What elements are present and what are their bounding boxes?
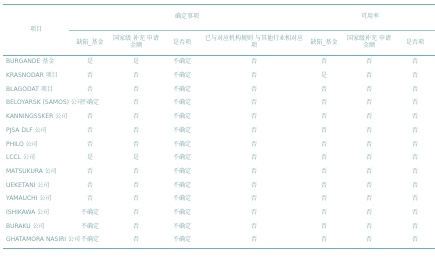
row-label: BURGANDE 基金: [6, 58, 55, 66]
column-header: 国家级补充 申请金额: [343, 31, 395, 56]
table-cell: 否: [366, 113, 373, 121]
table-row: [3, 220, 435, 234]
column-header: 已与对应机构规则 与其他行业相对应项: [203, 31, 305, 56]
table-cell: 否: [366, 154, 373, 162]
table-cell: 否: [251, 154, 258, 162]
column-header: 是否项: [395, 31, 435, 56]
corner-header: 项目: [3, 5, 69, 56]
table-row: [3, 179, 435, 193]
table-cell: 否: [412, 236, 419, 244]
table-cell: 否: [412, 72, 419, 80]
table-cell: 否: [366, 236, 373, 244]
row-label: PJSA DLF 公司: [6, 126, 47, 134]
table-cell: 不确定: [172, 167, 191, 175]
table-cell: 否: [132, 72, 139, 80]
table-cell: 是: [132, 154, 139, 162]
row-label: ISHIKAWA 公司: [6, 208, 50, 216]
table-cell: 否: [412, 195, 419, 203]
table-cell: 否: [132, 195, 139, 203]
row-label: YAMAUCHI 公司: [6, 195, 52, 203]
table-cell: 否: [412, 167, 419, 175]
table-cell: 否: [132, 113, 139, 121]
table-row: [3, 124, 435, 138]
table-cell: 否: [251, 236, 258, 244]
table-cell: 不确定: [172, 85, 191, 93]
column-header: 缺陷_基金: [305, 31, 343, 56]
table-cell: 不确定: [172, 113, 191, 121]
row-label: LCCL 公司: [6, 154, 35, 162]
table-cell: 不确定: [172, 72, 191, 80]
table-cell: 否: [86, 72, 93, 80]
group-header-right: 可用率: [305, 5, 435, 31]
table-cell: 否: [366, 167, 373, 175]
column-header: 缺陷_基金: [69, 31, 111, 56]
table-cell: 否: [412, 154, 419, 162]
row-label: UEKETANI 公司: [6, 181, 50, 189]
table-cell: 否: [132, 167, 139, 175]
table-cell: 否: [251, 58, 258, 66]
table-cell: 否: [321, 181, 328, 189]
table-cell: 不确定: [172, 126, 191, 134]
table-cell: 否: [132, 222, 139, 230]
table-row: [3, 166, 435, 180]
row-label: GHATAMORA NASIRI 公司: [6, 236, 80, 244]
table-cell: 不确定: [172, 208, 191, 216]
row-label: MATSUKURA 公司: [6, 167, 57, 175]
table-cell: 否: [321, 208, 328, 216]
table-cell: 否: [366, 58, 373, 66]
table-cell: 否: [366, 222, 373, 230]
table-cell: 否: [86, 85, 93, 93]
table-cell: 否: [86, 113, 93, 121]
table-cell: 否: [412, 58, 419, 66]
table-row: [3, 70, 435, 84]
table-cell: 不确定: [172, 154, 191, 162]
data-table: [3, 4, 435, 249]
table-cell: 否: [132, 126, 139, 134]
table-row: [3, 207, 435, 221]
table-row: [3, 138, 435, 152]
table-cell: 否: [321, 222, 328, 230]
table-cell: 否: [412, 85, 419, 93]
table-cell: 否: [321, 167, 328, 175]
table-cell: 否: [251, 167, 258, 175]
table-cell: 否: [412, 222, 419, 230]
table-cell: 否: [366, 208, 373, 216]
table-cell: 是: [321, 72, 328, 80]
table-cell: 否: [321, 58, 328, 66]
table-cell: 不确定: [172, 236, 191, 244]
table-row: [3, 83, 435, 97]
table-cell: 否: [132, 99, 139, 107]
table-cell: 不确定: [172, 140, 191, 148]
table-row: [3, 234, 435, 248]
column-header: 国家级 补充 申请金额: [111, 31, 161, 56]
table-cell: 否: [412, 208, 419, 216]
table-cell: 否: [132, 140, 139, 148]
table-cell: 否: [86, 195, 93, 203]
row-label: KANNINGSSKER 公司: [6, 113, 68, 121]
table-cell: 不确定: [80, 236, 99, 244]
table-cell: 否: [251, 181, 258, 189]
table-cell: 否: [132, 181, 139, 189]
table-cell: 不确定: [172, 195, 191, 203]
table-cell: 否: [132, 85, 139, 93]
table-cell: 否: [366, 99, 373, 107]
table-cell: 否: [366, 140, 373, 148]
table-row: [3, 97, 435, 111]
row-label: BELOYARSK (SAMOS) 公司: [6, 99, 83, 107]
table-cell: 否: [412, 181, 419, 189]
table-cell: 否: [366, 126, 373, 134]
table-cell: 否: [86, 167, 93, 175]
table-cell: 否: [366, 181, 373, 189]
row-label: BURAKU 公司: [6, 222, 45, 230]
table-cell: 否: [251, 99, 258, 107]
table-cell: 否: [86, 181, 93, 189]
table-cell: 否: [251, 85, 258, 93]
table-cell: 是: [86, 58, 93, 66]
table-cell: 否: [251, 222, 258, 230]
table-row: [3, 193, 435, 207]
row-label: PHILO 公司: [6, 140, 38, 148]
column-header: 是否项: [161, 31, 203, 56]
table-cell: 不确定: [172, 181, 191, 189]
table-cell: 否: [86, 140, 93, 148]
table-cell: 否: [251, 113, 258, 121]
header-row-group: [3, 5, 435, 31]
table-cell: 不确定: [172, 58, 191, 66]
table-cell: 否: [251, 126, 258, 134]
row-label: BLAGODAT 项目: [6, 85, 53, 93]
table-cell: 否: [251, 195, 258, 203]
table-cell: 否: [251, 208, 258, 216]
table-cell: 不确定: [80, 208, 99, 216]
table-cell: 否: [366, 85, 373, 93]
table-row: [3, 111, 435, 125]
table-cell: 否: [366, 195, 373, 203]
table-cell: 否: [366, 72, 373, 80]
table-body: [3, 56, 435, 249]
table-cell: 不确定: [172, 222, 191, 230]
table-cell: 是: [86, 154, 93, 162]
table-cell: 否: [321, 236, 328, 244]
table-cell: 否: [321, 126, 328, 134]
table-cell: 否: [412, 126, 419, 134]
group-header-left: 确定事项: [69, 5, 305, 31]
table-cell: 不确定: [80, 222, 99, 230]
table-cell: 否: [132, 236, 139, 244]
table-cell: 否: [132, 208, 139, 216]
table-cell: 否: [321, 154, 328, 162]
table-cell: 否: [321, 85, 328, 93]
table-cell: 否: [321, 195, 328, 203]
table-row: [3, 152, 435, 166]
table-cell: 否: [412, 113, 419, 121]
row-label: KRASNODAR 项目: [6, 72, 58, 80]
table-cell: 不确定: [172, 99, 191, 107]
table-cell: 否: [321, 99, 328, 107]
table-cell: 否: [251, 140, 258, 148]
table-cell: 是: [132, 58, 139, 66]
table-row: [3, 56, 435, 70]
table-cell: 否: [412, 99, 419, 107]
table-cell: 否: [251, 72, 258, 80]
table-cell: 否: [321, 140, 328, 148]
table-cell: 否: [321, 113, 328, 121]
table-cell: 否: [86, 126, 93, 134]
table-cell: 否: [412, 140, 419, 148]
table-cell: 不确定: [80, 99, 99, 107]
